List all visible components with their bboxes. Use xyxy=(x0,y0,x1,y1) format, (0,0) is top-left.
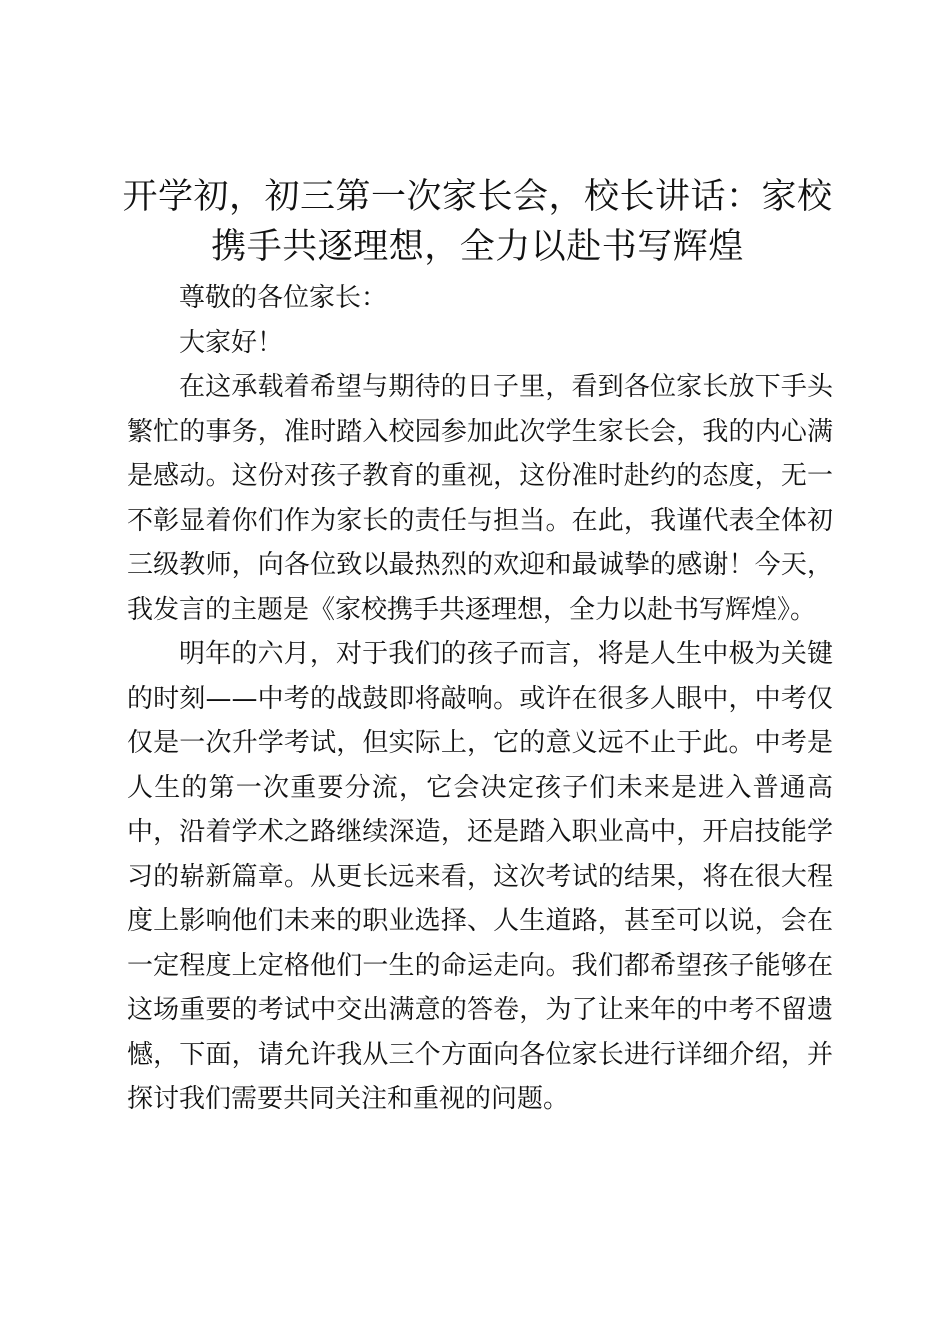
salutation: 尊敬的各位家长： xyxy=(179,283,388,313)
document-title: 开学初，初三第一次家长会，校长讲话：家校携手共逐理想，全力以赴书写辉煌 xyxy=(122,177,833,267)
greeting: 大家好！ xyxy=(179,327,284,358)
body-paragraph: 明年的六月，对于我们的孩子而言，将是人生中极为关键的时刻——中考的战鼓即将敲响。或许在很多人眼中，中考仅仅是一次升学考试，但实际上，它的意义远不止于此。中考是人生的第一次重要分流，它会决定孩子们未来是进入普通高中，沿着学术之路继续深造，还是踏入职业高中，开启技能学习的崭新篇章。从更长远来看，这次考试的结果，将在很大程度上影响他们未来的职业选择、人生道路，甚至可以说，会在一定程度上定格他们一生的命运走向。我们都希望孩子能够在这场重要的考试中交出满意的答卷，为了让来年的中考不留遗憾，下面，请允许我从三个方面向各位家长进行详细介绍，并探讨我们需要共同关注和重视的问题。 xyxy=(127,639,833,1114)
body-paragraph: 在这承载着希望与期待的日子里，看到各位家长放下手头繁忙的事务，准时踏入校园参加此次学生家长会，我的内心满是感动。这份对孩子教育的重视，这份准时赴约的态度，无一不彰显着你们作为家长的责任与担当。在此，我谨代表全体初三级教师，向各位致以最热烈的欢迎和最诚挚的感谢！今天，我发言的主题是《家校携手共逐理想，全力以赴书写辉煌》。 xyxy=(127,372,833,625)
document-body xyxy=(127,276,833,1122)
